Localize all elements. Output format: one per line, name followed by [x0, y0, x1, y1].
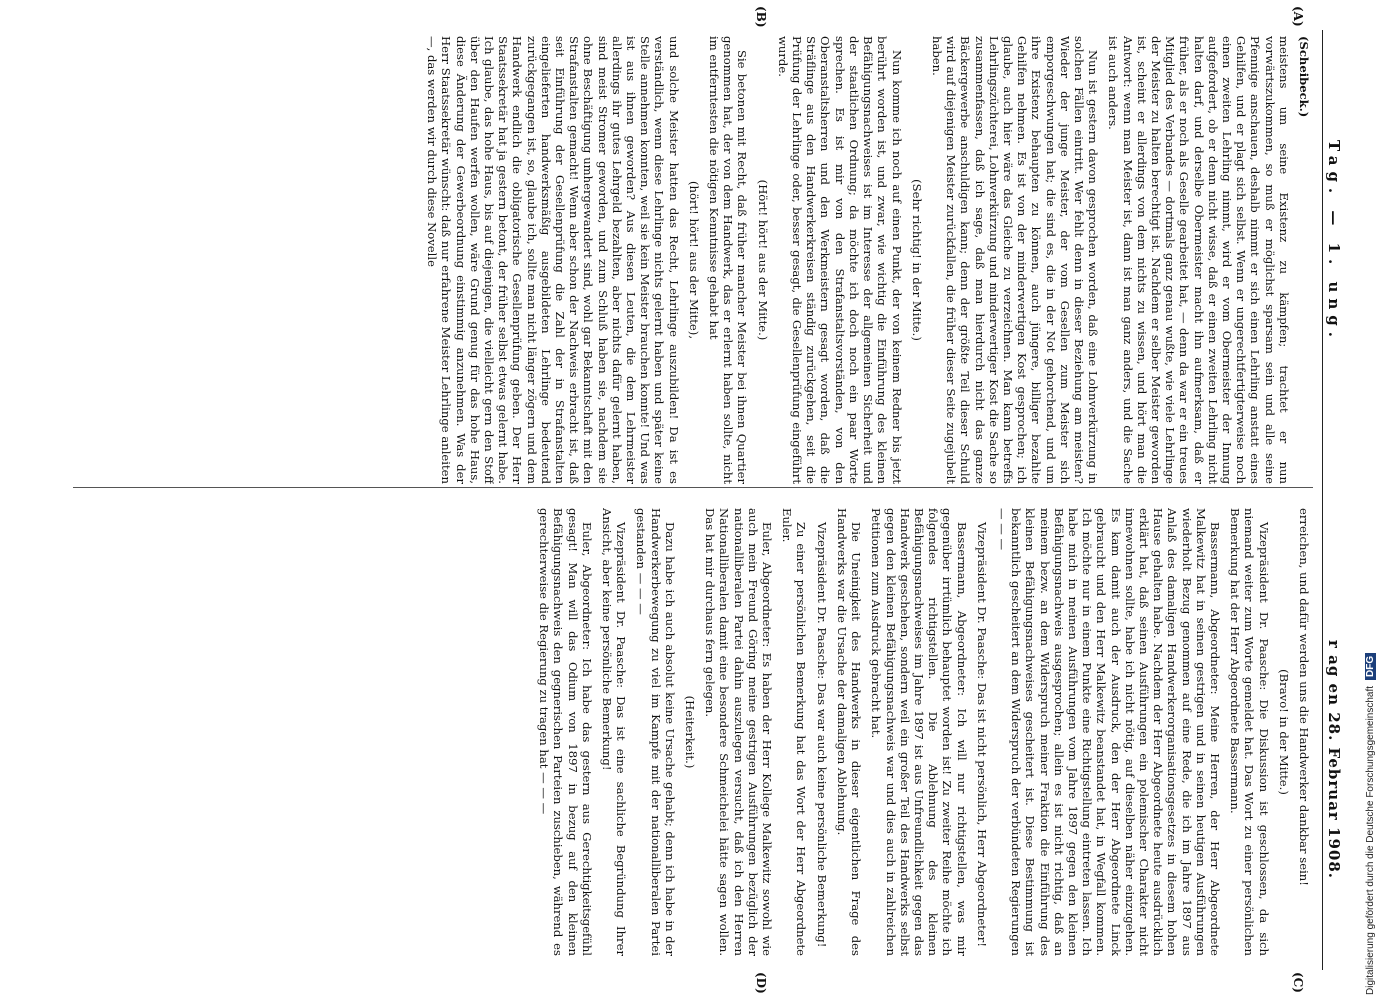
paragraph: Sie betonen mit Recht, daß früher mancher Meister bei ihnen Quartier genommen hat, der von dem Handwerk, das er erlernt haben sollte, nicht im entferntesten die nötigen Kenntnisse gehabt hat — [707, 36, 750, 484]
applause-note: (hört! hört! aus der Mitte), — [686, 181, 701, 339]
paragraph: Nun komme ich noch auf einen Punkt, der von keinem Redner bis jetzt berührt worden ist, und zwar, wie wichtig die Einführung des kleinen Befähigungsnachweises ist im Interesse der allgemeinen Sicherheit und der staatlichen Ordnung; da möchte ich doch noch ein paar Worte sprechen. Es ist mir von den Strafanstaltsvorständen, von den Oberanstaltsherren und den Werkmeistern gesagt worden, daß die Sträflinge aus den Handwerkerkreisen ständig zurückgehen, seit die Prüfung der Lehrlinge oder, besser gesagt, die Gesellenprüfung eingeführt wurde. — [775, 36, 904, 484]
margin-mark-c: (C) — [1291, 972, 1305, 993]
header-right: r ag en 28. Februar 1908. — [1325, 640, 1343, 880]
paragraph: erreichen, und dafür werden uns die Handwerker dankbar sein! — [1297, 508, 1311, 886]
margin-mark-d: (D) — [754, 972, 768, 994]
right-column — [81, 508, 1311, 956]
paragraph: Euler, Abgeordneter: Es haben der Herr Kollege Malkewitz sowohl wie auch mein Freund Göring meine gestrigen Ausführungen bezüglich der nationalliberalen Partei dahin auszulegen versucht, daß ich den Herren Nationalliberalen damit eine besondere Schmeichelei hätte sagen wollen. Das hat mir durchaus fern gelegen. — [703, 508, 775, 956]
credit-text: Digitalisierung gefördert durch die Deutsche Forschungsgemeinschaft — [1365, 685, 1376, 995]
paragraph: Euler, Abgeordneter: Ich habe das gestern aus Gerechtigkeitsgefühl gesagt! Man will das Odium von 1897 in bezug auf den kleinen Befähigungsnachweis den gegnerischen Parteien zuschieben, während es gerechterweise die Regierung zu tragen hat — — — — [537, 508, 594, 956]
left-column — [81, 36, 1311, 484]
paragraph: Dazu habe ich auch absolut keine Ursache gehabt; denn ich habe in der Handwerkerbewegung zu viel im Kampfe mit der nationalliberalen Partei gestanden — — — — [634, 508, 677, 956]
margin-mark-b: (B) — [754, 6, 768, 28]
applause-note: (Bravo! in der Mitte.) — [1276, 669, 1291, 795]
paragraph: Vizepräsident Dr. Paasche: Das ist nicht persönlich, Herr Abgeordneter! — [974, 522, 989, 947]
dfg-logo: DFG — [1365, 653, 1376, 680]
applause-note: (Heiterkeit.) — [683, 695, 698, 769]
paragraph: und solche Meister hatten das Recht, Lehrlinge auszubilden! Da ist es verständlich, wenn diese Lehrlinge nichts gelernt haben und später keine Stelle annehmen konnten, weil sie kein Meister brauchen konnte! Und was ist aus ihnen geworden? Aus diesen Leuten, die dem Lehrmeister allerdings ihr gutes Lehrgeld bezahlten, aber nichts dafür gelernt haben, sind meist Stromer geworden, und zum Schluß haben sie, nachdem sie ohne Beschäftigung umhergewandert sind, wohl gar Bekanntschaft mit den Strafanstalten gemacht! Wenn aber schon der Nachweis erbracht ist, daß seit Einführung der Gesellenprüfung die Zahl der in Strafanstalten eingelieferten handwerksmäßig ausgebildeten Lehrlinge bedeutend zurückgegangen ist, so, glaube ich, sollte man nicht länger zögern und dem Handwerk endlich die obligatorische Gesellenprüfung geben. Der Herr Staatssekretär hat ja gestern betont, der früher selbst etwas gelernt habe. Ich glaube, das hohe Haus, bis auf diejenigen, die vielleicht gern den Stoff über den Haufen werfen wollen, wäre Grund genug für das hohe Haus, diese Änderung der Gewerbeordnung einstimmig anzunehmen. Was der Herr Staatssekretär wünscht: daß nur erfahrene Meister Lehrlinge anleiten —, das werden wir durch diese Novelle — [425, 36, 681, 484]
header-left: Tag. — 1. ung. — [1325, 140, 1343, 344]
paragraph: Zu einer persönlichen Bemerkung hat das Wort der Herr Abgeordnete Euler. — [780, 508, 809, 956]
paragraph: Vizepräsident Dr. Paasche: Die Diskussion ist geschlossen, da sich niemand weiter zum Worte gemeldet hat. Das Wort zu einer persönlichen Bemerkung hat der Herr Abgeordnete Bassermann. — [1228, 508, 1271, 956]
digitization-credit — [1363, 0, 1383, 1000]
paragraph: Vizepräsident Dr. Paasche: Das war auch keine persönliche Bemerkung! — [814, 522, 829, 948]
speaker-label: (Scheibeck.) — [1297, 36, 1311, 118]
applause-note: (Hört! hört! aus der Mitte.) — [755, 179, 770, 341]
margin-mark-a: (A) — [1291, 6, 1305, 27]
paragraph: Die Uneinigkeit des Handwerks in dieser eigentlichen Frage des Handwerks war die Ursache der damaligen Ablehnung. — [834, 508, 864, 956]
paragraph: Vizepräsident Dr. Paasche: Das ist eine sachliche Begründung Ihrer Ansicht, aber keine persönliche Bemerkung! — [600, 508, 629, 956]
paragraph: Nun ist gestern davon gesprochen worden, daß eine Lohnverkürzung in solchen Fällen eintritt. Wer fehlt denn in dieser Beziehung am meisten? Wieder der junge Meister, der vom Gesellen zum Meister sich emporgeschwungen hat; die sind es, die in der Not gehorchend, und um ihre Existenz behaupten zu können, auch jüngere, billiger bezahlte Gehilfen nehmen. Es ist von der minderwertigen Kost gesprochen; ich glaube, auch hier wäre das Gleiche zu verzeichnen. Man kann betreffs Lehrlingszüchterei, Lohnverkürzung und minderwertiger Kost die Sache so zusammenfassen, daß ich sage, daß man hierdurch nicht das ganze Bäckergewerbe anschuldigen kann; denn der größte Teil dieser Schuld wird auf diejenigen Meister zurückfallen, die früher dieser Seite zugejubelt haben. — [929, 36, 1101, 484]
column-divider — [73, 487, 1313, 488]
applause-note: (Sehr richtig! in der Mitte.) — [909, 179, 924, 341]
paragraph: meistens um seine Existenz zu kämpfen; trachtet er nun vorwärtszukommen, so muß er möglichst sparsam sein und alle seine Pfennige anschauen, deshalb nimmt er sich einen Lehrling anstatt eines Gehilfen, und er plagt sich selbst. Wenn er ungerechtfertigterweise noch einen zweiten Lehrling nimmt, wird er vom Obermeister der Innung aufgefordert, ob er denn nicht wisse, daß er einen zweiten Lehrling nicht halten darf, und derselbe Obermeister macht ihn aufmerksam, daß er früher, als er noch als Geselle gearbeitet hat, — denn da war er ein treues Mitglied des Verbandes — dortmals ganz genau wußte, wie viele Lehrlinge der Meister zu halten berechtigt ist. Nachdem er selber Meister geworden ist, scheint er allerdings von dem nichts zu wissen, und hört man die Antwort: wenn man Meister ist, dann ist man ganz anders, und die Sache ist auch anders. — [1106, 36, 1291, 484]
paragraph: Bassermann, Abgeordneter: Meine Herren, der Herr Abgeordnete Malkewitz hat in seinen gestrigen und in seinen heutigen Ausführungen wiederholt Bezug genommen auf eine Rede, die ich im Jahre 1897 aus Anlaß des damaligen Handwerkerorganisationsgesetzes in diesem hohen Hause gehalten habe. Nachdem der Herr Abgeordnete heute ausdrücklich erklärt hat, daß seinen Ausführungen ein polemischer Charakter nicht innewohnen sollte, habe ich nicht nötig, auf dieselben näher einzugehen. Es kam damit auch der Ausdruck, den der Herr Abgeordnete Linck gebraucht und den Herr Malkewitz beanstandet hat, in Wegfall kommen. Ich möchte nur in einem Punkte eine Richtigstellung eintreten lassen. Ich habe mich in meinen Ausführungen vom Jahre 1897 gegen den kleinen Befähigungsnachweis ausgesprochen; allein es ist nicht richtig, daß an meinem bezw. an dem Widerspruch meiner Fraktion die Einführung des kleinen Befähigungsnachweises gescheitert ist. Diese Bestimmung ist bekanntlich gescheitert an dem Widerspruch der verbündeten Regierungen — — — — [994, 508, 1222, 956]
header-rule — [1322, 30, 1323, 970]
paragraph: Bassermann, Abgeordneter: Ich will nur richtigstellen, was mir gegenüber irrtümlich behauptet worden ist! Zu zweiter Reihe möchte ich folgendes richtigstellen. Die Ablehnung des kleinen Befähigungsnachweises im Jahre 1897 ist aus Unfreundlichkeit gegen das Handwerk geschehen, sondern weil ein großer Teil des Handwerks selbst gegen den kleinen Befähigungsnachweis war und dies auch in zahlreichen Petitionen zum Ausdruck gebracht hat. — [869, 508, 969, 956]
